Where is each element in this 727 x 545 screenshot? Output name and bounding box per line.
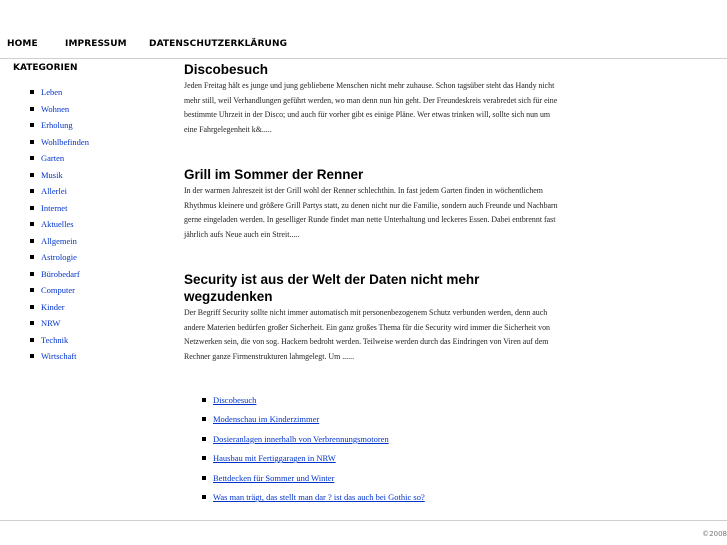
category-item	[30, 332, 89, 349]
category-link-computer[interactable]: Computer	[41, 285, 75, 296]
category-link-astrologie[interactable]: Astrologie	[41, 252, 77, 263]
bullet-icon	[202, 476, 206, 480]
post-security	[184, 271, 559, 364]
post-title[interactable]: Grill im Sommer der Renner	[184, 167, 364, 182]
category-item	[30, 348, 89, 365]
post-title[interactable]: Discobesuch	[184, 62, 269, 77]
related-item	[202, 390, 425, 410]
category-link-musik[interactable]: Musik	[41, 169, 63, 180]
bullet-icon	[30, 272, 34, 276]
footer	[0, 520, 727, 538]
related-link[interactable]: Was man trägt, das stellt man dar ? ist das auch bei Gothic so?	[213, 492, 425, 503]
category-item	[30, 233, 89, 250]
category-link-allerlei[interactable]: Allerlei	[41, 186, 67, 197]
category-item	[30, 183, 89, 200]
category-link-allgemein[interactable]: Allgemein	[41, 235, 77, 246]
related-link[interactable]: Bettdecken für Sommer und Winter	[213, 472, 335, 483]
category-link-erholung[interactable]: Erholung	[41, 120, 73, 131]
related-item	[202, 468, 425, 488]
nav-impressum-link[interactable]: IMPRESSUM	[65, 39, 127, 49]
category-item	[30, 266, 89, 283]
category-item	[30, 134, 89, 151]
related-link[interactable]: Dosieranlagen innerhalb von Verbrennungsmotoren	[213, 433, 389, 444]
bullet-icon	[30, 354, 34, 358]
category-item	[30, 84, 89, 101]
category-link-leben[interactable]: Leben	[41, 87, 63, 98]
post-grill	[184, 166, 559, 242]
related-link[interactable]: Discobesuch	[213, 394, 257, 405]
post-discobesuch	[184, 61, 559, 137]
nav-datenschutz-link[interactable]: DATENSCHUTZERKLÄRUNG	[149, 39, 288, 49]
top-navigation	[0, 0, 727, 59]
bullet-icon	[30, 255, 34, 259]
category-link-aktuelles[interactable]: Aktuelles	[41, 219, 74, 230]
related-item	[202, 410, 425, 430]
bullet-icon	[202, 456, 206, 460]
bullet-icon	[30, 189, 34, 193]
category-item	[30, 216, 89, 233]
bullet-icon	[202, 398, 206, 402]
related-links-list	[202, 390, 425, 507]
bullet-icon	[30, 305, 34, 309]
bullet-icon	[30, 123, 34, 127]
sidebar-title: KATEGORIEN	[13, 63, 78, 73]
post-excerpt: Der Begriff Security sollte nicht immer automatisch mit personenbezogenem Schutz verbunden werden, denn auch andere Materien bedürfen großer Sicherheit. Ein ganz großes Thema für die Security wird immer die Sicherheit von Netzwerken sein, die von sog. Hackern bedroht werden. Teilweise werden durch das Eindringen von Viren auf dem Rechner ganze Firmenstrukturen lahmgelegt. Um ......	[184, 308, 550, 361]
post-excerpt: In der warmen Jahreszeit ist der Grill wohl der Renner schlechthin. In fast jedem Garten finden in wöchentlichem Rhythmus kleinere und größere Grill Partys statt, zu denen nicht nur die Familie, sondern auch Freunde und Nachbarn gerne eingeladen werden. In geselliger Runde findet man nette Unterhaltung und leckeres Essen. Dabei entbrennt fast jährlich aufs Neue auch ein Streit.....	[184, 186, 558, 239]
bullet-icon	[30, 156, 34, 160]
copyright-text: ©2008	[702, 530, 727, 538]
bullet-icon	[30, 222, 34, 226]
category-item	[30, 117, 89, 134]
bullet-icon	[30, 107, 34, 111]
bullet-icon	[30, 239, 34, 243]
category-list	[30, 84, 89, 365]
related-item	[202, 449, 425, 469]
bullet-icon	[30, 173, 34, 177]
post-title[interactable]: Security ist aus der Welt der Daten nicht mehr wegzudenken	[184, 272, 480, 304]
category-item	[30, 282, 89, 299]
related-item	[202, 429, 425, 449]
related-item	[202, 488, 425, 508]
bullet-icon	[30, 90, 34, 94]
category-link-garten[interactable]: Garten	[41, 153, 65, 164]
category-item	[30, 200, 89, 217]
category-item	[30, 101, 89, 118]
bullet-icon	[202, 495, 206, 499]
category-link-technik[interactable]: Technik	[41, 334, 69, 345]
bullet-icon	[202, 437, 206, 441]
category-link-kinder[interactable]: Kinder	[41, 301, 65, 312]
category-link-buerobedarf[interactable]: Bürobedarf	[41, 268, 80, 279]
bullet-icon	[30, 338, 34, 342]
category-link-internet[interactable]: Internet	[41, 202, 68, 213]
bullet-icon	[202, 417, 206, 421]
category-link-nrw[interactable]: NRW	[41, 318, 61, 329]
bullet-icon	[30, 288, 34, 292]
category-link-wohlbefinden[interactable]: Wohlbefinden	[41, 136, 89, 147]
bullet-icon	[30, 140, 34, 144]
bullet-icon	[30, 321, 34, 325]
nav-home-link[interactable]: HOME	[7, 39, 38, 49]
related-link[interactable]: Hausbau mit Fertiggaragen in NRW	[213, 453, 336, 464]
bullet-icon	[30, 206, 34, 210]
post-excerpt: Jeden Freitag hält es junge und jung gebliebene Menschen nicht mehr zuhause. Schon tagsüber steht das Handy nicht mehr still, weil Verhandlungen geführt werden, wo man denn nun hin geht. Der Freundeskreis verabredet sich für eine bestimmte Uhrzeit in der Disco; und auch für vorher gibt es einige Pläne. Wer etwas trinken will, sollte sich nun um eine Fahrgelegenheit k&.....	[184, 81, 558, 134]
category-item	[30, 150, 89, 167]
category-item	[30, 315, 89, 332]
category-item	[30, 299, 89, 316]
related-link[interactable]: Modenschau im Kinderzimmer	[213, 414, 320, 425]
category-link-wirtschaft[interactable]: Wirtschaft	[41, 351, 77, 362]
category-item	[30, 167, 89, 184]
category-link-wohnen[interactable]: Wohnen	[41, 103, 70, 114]
category-item	[30, 249, 89, 266]
